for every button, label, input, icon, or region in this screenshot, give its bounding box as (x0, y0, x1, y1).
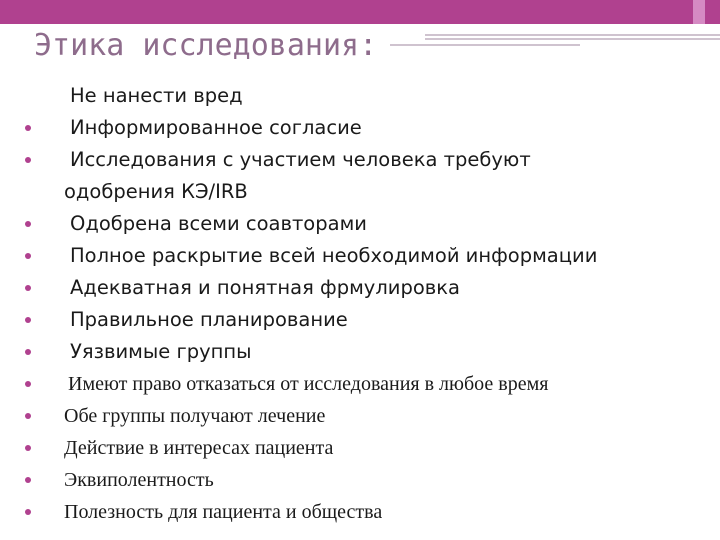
bullet-icon (25, 253, 31, 259)
list-item-text: Одобрена всеми соавторами (70, 212, 367, 235)
list-item (0, 336, 700, 368)
list-item (0, 304, 700, 336)
list-item-text: Уязвимые группы (70, 340, 252, 363)
bullet-icon (25, 445, 31, 451)
bullet-icon (25, 157, 31, 163)
bullet-icon (25, 381, 31, 387)
list-item (0, 496, 700, 528)
bullet-icon (25, 125, 31, 131)
decor-line (425, 34, 720, 36)
list-item (0, 432, 700, 464)
list-item-text: Исследования с участием человека требуют (70, 148, 531, 171)
list-item-text: Адекватная и понятная фрмулировка (70, 276, 461, 299)
bullet-icon (25, 413, 31, 419)
list-item-text: Имеют право отказаться от исследования в любое время (68, 373, 549, 395)
bullet-icon (25, 317, 31, 323)
bullet-icon (25, 349, 31, 355)
list-item-text: Информированное согласие (70, 116, 362, 139)
header-bar (0, 0, 720, 24)
list-item (0, 208, 700, 240)
slide-title: Этика исследования: (34, 28, 378, 63)
bullet-icon (25, 221, 31, 227)
list-item (0, 464, 700, 496)
decor-line (425, 38, 720, 40)
bullet-icon (25, 509, 31, 515)
list-item-text: Полное раскрытие всей необходимой информации (70, 244, 598, 267)
bullet-icon (25, 285, 31, 291)
list-item-text: Полезность для пациента и общества (64, 501, 383, 523)
list-item (0, 80, 700, 112)
bullet-icon (25, 477, 31, 483)
list-item-text: Обе группы получают лечение (64, 405, 326, 427)
header-accent (693, 0, 705, 24)
list-item (0, 240, 700, 272)
list-item (0, 144, 700, 208)
list-item-continuation: одобрения КЭ/IRB (64, 180, 248, 203)
list-item-text: Эквиполентность (64, 469, 214, 491)
list-item-text: Действие в интересах пациента (64, 437, 334, 459)
list-item (0, 368, 700, 400)
decor-line (390, 44, 580, 46)
list-item (0, 112, 700, 144)
list-item-text: Не нанести вред (70, 84, 243, 107)
list-item-text: Правильное планирование (70, 308, 348, 331)
list-item (0, 400, 700, 432)
list-item (0, 272, 700, 304)
